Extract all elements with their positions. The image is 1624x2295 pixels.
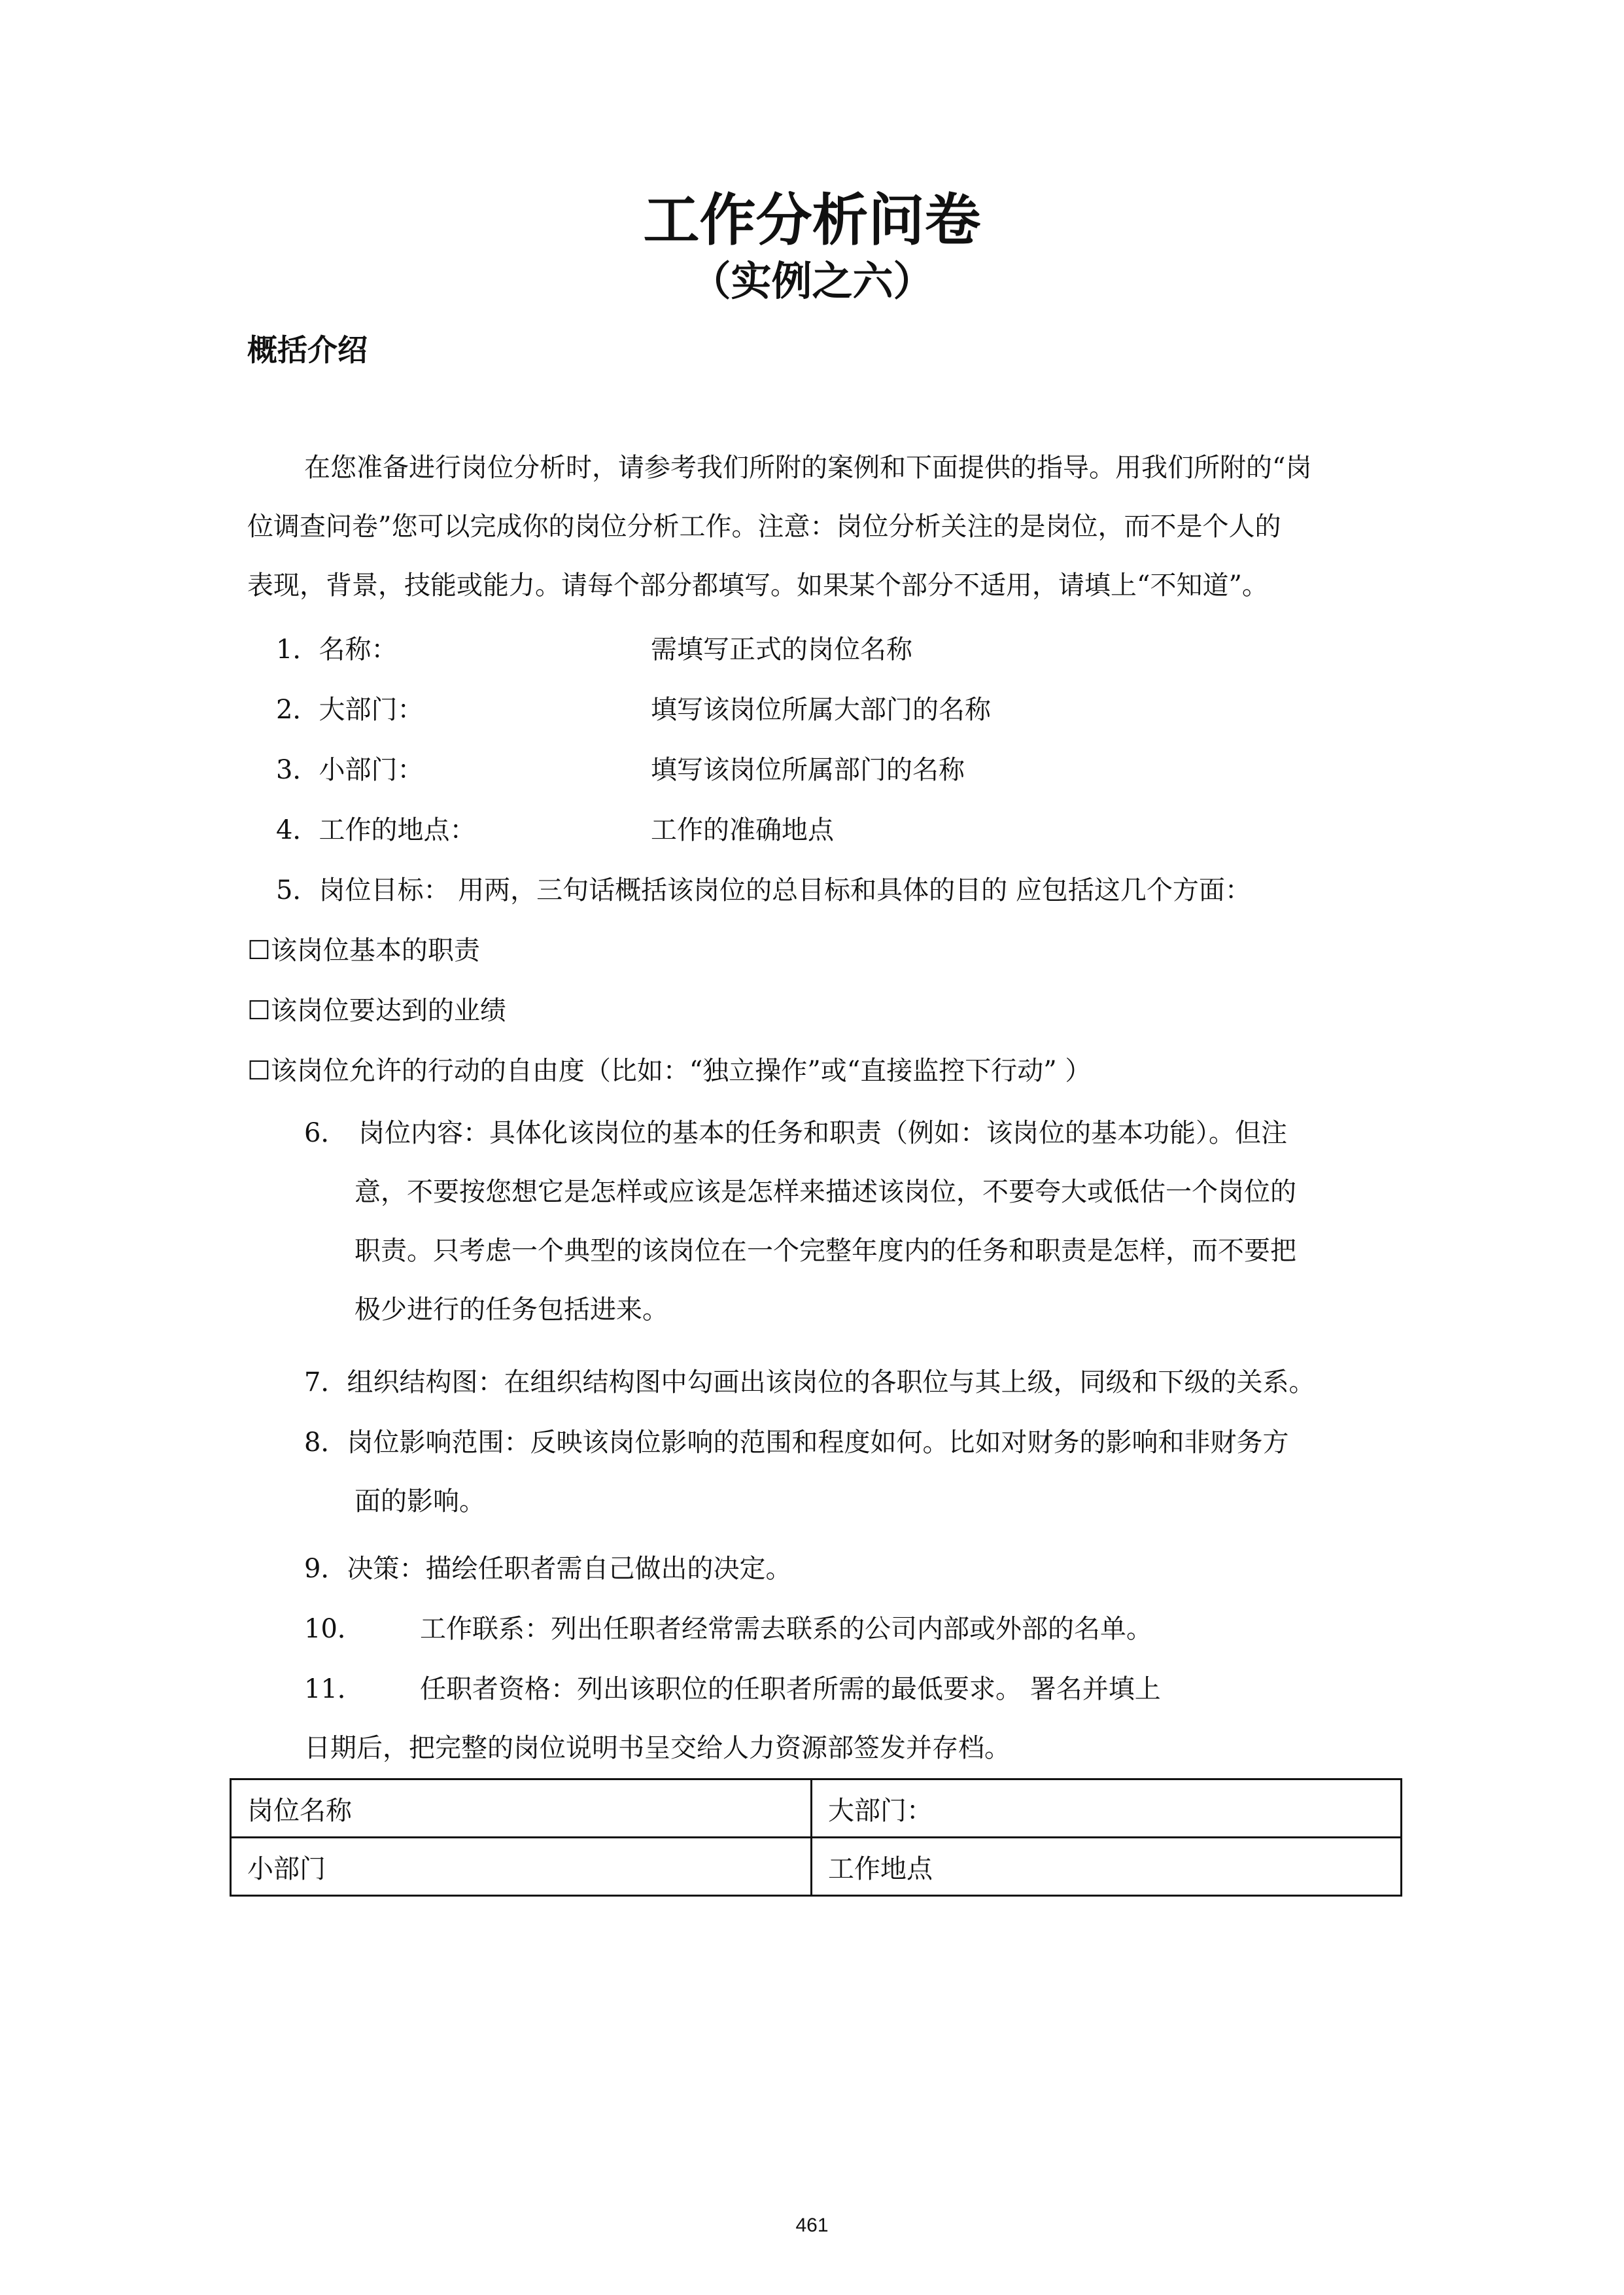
checkbox-item-duties: ☐该岗位基本的职责 bbox=[247, 936, 480, 966]
section-heading: 概括介绍 bbox=[247, 332, 368, 368]
document-subtitle: （实例之六） bbox=[690, 257, 934, 305]
item-6-line-3: 职责。只考虑一个典型的该岗位在一个完整年度内的任务和职责是怎样，而不要把 bbox=[354, 1236, 1296, 1266]
field-value-name: 需填写正式的岗位名称 bbox=[651, 635, 912, 665]
table-cell-work-location: 工作地点 bbox=[812, 1838, 1402, 1896]
item-8-line-2: 面的影响。 bbox=[354, 1486, 485, 1516]
table-cell-job-title: 岗位名称 bbox=[231, 1779, 812, 1838]
item-9-decisions: 9．决策：描绘任职者需自己做出的决定。 bbox=[304, 1554, 792, 1584]
field-value-location: 工作的准确地点 bbox=[651, 815, 834, 845]
table-cell-division: 大部门： bbox=[812, 1779, 1402, 1838]
table-row bbox=[231, 1838, 1402, 1896]
intro-line-3: 表现，背景，技能或能力。请每个部分都填写。如果某个部分不适用，请填上“不知道”。 bbox=[247, 570, 1268, 601]
checkbox-item-performance: ☐该岗位要达到的业绩 bbox=[247, 996, 506, 1026]
table-row bbox=[231, 1779, 1402, 1838]
item-6-line-2: 意，不要按您想它是怎样或应该是怎样来描述该岗位，不要夸大或低估一个岗位的 bbox=[354, 1177, 1296, 1207]
field-label-division: 2．大部门： bbox=[276, 695, 424, 725]
item-6-line-1: 岗位内容：具体化该岗位的基本的任务和职责（例如：该岗位的基本功能）。但注 bbox=[358, 1118, 1287, 1148]
item-11-number: 11． bbox=[304, 1674, 364, 1704]
page-number: 461 bbox=[795, 2215, 829, 2236]
checkbox-item-freedom: ☐该岗位允许的行动的自由度（比如：“独立操作”或“直接监控下行动” ） bbox=[247, 1056, 1092, 1086]
item-6-number: 6． bbox=[304, 1118, 347, 1148]
table-cell-department: 小部门 bbox=[231, 1838, 812, 1896]
item-6-line-4: 极少进行的任务包括进来。 bbox=[354, 1295, 668, 1325]
document-title: 工作分析问卷 bbox=[643, 188, 981, 253]
job-info-table bbox=[230, 1778, 1402, 1897]
item-5-objective: 5．岗位目标： 用两，三句话概括该岗位的总目标和具体的目的 应包括这几个方面： bbox=[276, 875, 1251, 905]
field-label-name: 1．名称： bbox=[276, 635, 398, 665]
field-value-department: 填写该岗位所属部门的名称 bbox=[651, 755, 965, 785]
closing-instruction: 日期后，把完整的岗位说明书呈交给人力资源部签发并存档。 bbox=[304, 1733, 1011, 1763]
item-10-text: 工作联系：列出任职者经常需去联系的公司内部或外部的名单。 bbox=[420, 1614, 1152, 1644]
item-11-text: 任职者资格：列出该职位的任职者所需的最低要求。 署名并填上 bbox=[420, 1674, 1161, 1704]
field-label-location: 4．工作的地点： bbox=[276, 815, 476, 845]
item-7-org-chart: 7．组织结构图：在组织结构图中勾画出该岗位的各职位与其上级，同级和下级的关系。 bbox=[304, 1367, 1315, 1397]
intro-line-2: 位调查问卷”您可以完成你的岗位分析工作。注意：岗位分析关注的是岗位，而不是个人的 bbox=[247, 512, 1281, 542]
intro-line-1: 在您准备进行岗位分析时，请参考我们所附的案例和下面提供的指导。用我们所附的“岗 bbox=[304, 453, 1312, 483]
item-10-number: 10． bbox=[304, 1614, 364, 1644]
field-label-department: 3．小部门： bbox=[276, 755, 424, 785]
item-8-line-1: 8．岗位影响范围：反映该岗位影响的范围和程度如何。比如对财务的影响和非财务方 bbox=[304, 1428, 1289, 1458]
field-value-division: 填写该岗位所属大部门的名称 bbox=[651, 695, 991, 725]
